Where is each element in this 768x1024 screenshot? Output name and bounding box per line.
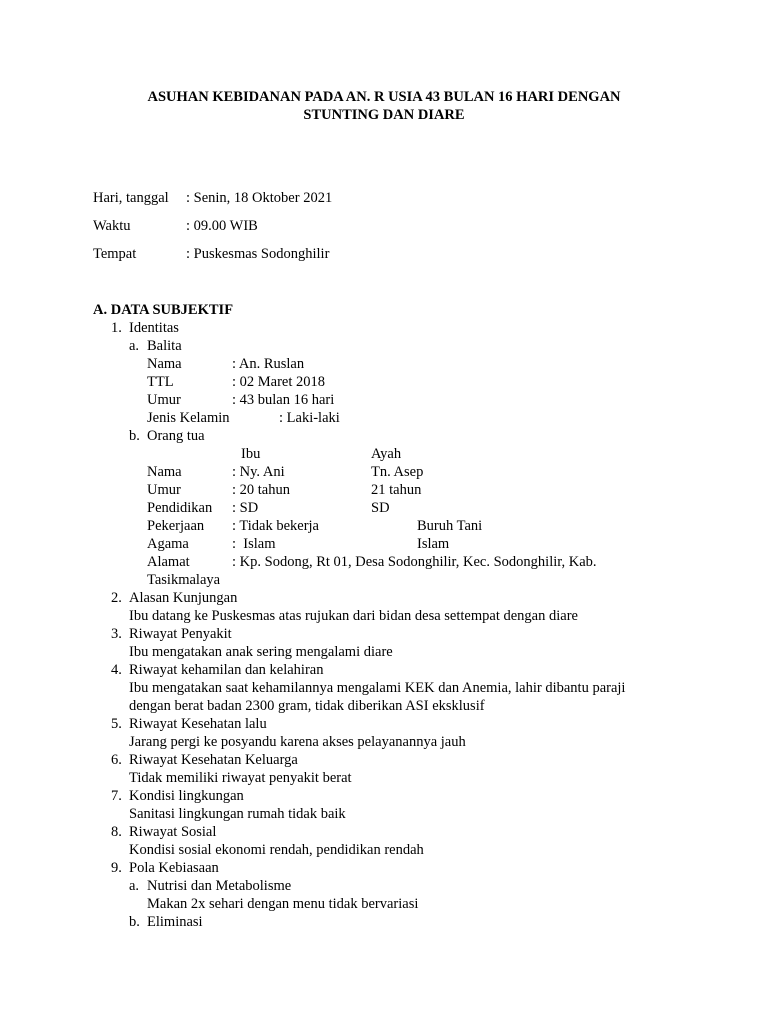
- document-title: [0, 88, 768, 124]
- list-number: 2.: [111, 590, 122, 606]
- sub-title-eliminasi: Eliminasi: [147, 914, 203, 930]
- item-title-kondisi-lingkungan: Kondisi lingkungan: [129, 788, 244, 804]
- balita-label-nama: Nama: [147, 356, 182, 372]
- parent-label-nama: Nama: [147, 464, 182, 480]
- sub-letter: a.: [129, 338, 140, 354]
- balita-value-ttl: : 02 Maret 2018: [232, 374, 326, 390]
- item-text-riwayat-sosial: Kondisi sosial ekonomi rendah, pendidikan rendah: [129, 842, 424, 858]
- sub-title-balita: Balita: [147, 338, 182, 354]
- item-text-riwayat-kehamilan-line-1: Ibu mengatakan saat kehamilannya mengalami KEK dan Anemia, lahir dibantu paraji: [129, 680, 626, 696]
- parent-value-alamat-line-1: : Kp. Sodong, Rt 01, Desa Sodonghilir, Kec. Sodonghilir, Kab.: [232, 554, 597, 570]
- header-value-hari: : Senin, 18 Oktober 2021: [186, 190, 333, 206]
- item-title-riwayat-kehamilan: Riwayat kehamilan dan kelahiran: [129, 662, 324, 678]
- parent-label-umur: Umur: [147, 482, 181, 498]
- sub-text-nutrisi: Makan 2x sehari dengan menu tidak bervariasi: [147, 896, 419, 912]
- header-label-waktu: Waktu: [93, 218, 131, 234]
- sub-title-nutrisi: Nutrisi dan Metabolisme: [147, 878, 292, 894]
- item-title-riwayat-penyakit: Riwayat Penyakit: [129, 626, 232, 642]
- ibu-value-pekerjaan: : Tidak bekerja: [232, 518, 319, 534]
- header-label-tempat: Tempat: [93, 246, 137, 262]
- list-number: 1.: [111, 320, 122, 336]
- parent-label-pekerjaan: Pekerjaan: [147, 518, 205, 534]
- ayah-value-agama: Islam: [417, 536, 450, 552]
- item-title-riwayat-kesehatan-keluarga: Riwayat Kesehatan Keluarga: [129, 752, 298, 768]
- ibu-value-nama: : Ny. Ani: [232, 464, 285, 480]
- ayah-value-pendidikan: SD: [371, 500, 390, 516]
- list-number: 9.: [111, 860, 122, 876]
- item-title-identitas: Identitas: [129, 320, 179, 336]
- sub-letter: b.: [129, 914, 140, 930]
- item-title-alasan-kunjungan: Alasan Kunjungan: [129, 590, 238, 606]
- ayah-value-umur: 21 tahun: [371, 482, 422, 498]
- balita-label-ttl: TTL: [147, 374, 174, 390]
- parent-label-pendidikan: Pendidikan: [147, 500, 213, 516]
- title-line-1: ASUHAN KEBIDANAN PADA AN. R USIA 43 BULAN 16 HARI DENGAN: [147, 89, 621, 105]
- list-number: 3.: [111, 626, 122, 642]
- list-number: 8.: [111, 824, 122, 840]
- balita-value-nama: : An. Ruslan: [232, 356, 305, 372]
- item-text-alasan-kunjungan: Ibu datang ke Puskesmas atas rujukan dari bidan desa settempat dengan diare: [129, 608, 578, 624]
- header-value-waktu: : 09.00 WIB: [186, 218, 258, 234]
- section-heading-data-subjektif: A. DATA SUBJEKTIF: [93, 302, 234, 318]
- ibu-value-umur: : 20 tahun: [232, 482, 290, 498]
- sub-letter: b.: [129, 428, 140, 444]
- title-line-2: STUNTING DAN DIARE: [303, 107, 465, 123]
- item-text-riwayat-kesehatan-lalu: Jarang pergi ke posyandu karena akses pelayanannya jauh: [129, 734, 466, 750]
- ibu-value-pendidikan: : SD: [232, 500, 259, 516]
- item-text-riwayat-kehamilan-line-2: dengan berat badan 2300 gram, tidak diberikan ASI eksklusif: [129, 698, 485, 714]
- column-header-ayah: Ayah: [371, 446, 402, 462]
- header-value-tempat: : Puskesmas Sodonghilir: [186, 246, 330, 262]
- balita-label-umur: Umur: [147, 392, 181, 408]
- list-number: 7.: [111, 788, 122, 804]
- column-header-ibu: Ibu: [241, 446, 261, 462]
- ibu-value-agama: : Islam: [232, 536, 276, 552]
- item-title-pola-kebiasaan: Pola Kebiasaan: [129, 860, 219, 876]
- sub-title-orang-tua: Orang tua: [147, 428, 205, 444]
- parent-label-agama: Agama: [147, 536, 189, 552]
- ayah-value-pekerjaan: Buruh Tani: [417, 518, 483, 534]
- list-number: 4.: [111, 662, 122, 678]
- list-number: 5.: [111, 716, 122, 732]
- item-text-riwayat-penyakit: Ibu mengatakan anak sering mengalami diare: [129, 644, 393, 660]
- parent-value-alamat-line-2: Tasikmalaya: [147, 572, 221, 588]
- item-title-riwayat-kesehatan-lalu: Riwayat Kesehatan lalu: [129, 716, 267, 732]
- item-title-riwayat-sosial: Riwayat Sosial: [129, 824, 217, 840]
- balita-label-jenis-kelamin: Jenis Kelamin: [147, 410, 230, 426]
- ayah-value-nama: Tn. Asep: [371, 464, 424, 480]
- list-number: 6.: [111, 752, 122, 768]
- balita-value-umur: : 43 bulan 16 hari: [232, 392, 335, 408]
- item-text-kondisi-lingkungan: Sanitasi lingkungan rumah tidak baik: [129, 806, 346, 822]
- item-text-riwayat-kesehatan-keluarga: Tidak memiliki riwayat penyakit berat: [129, 770, 352, 786]
- parent-label-alamat: Alamat: [147, 554, 190, 570]
- balita-value-jenis-kelamin: : Laki-laki: [279, 410, 340, 426]
- sub-letter: a.: [129, 878, 140, 894]
- header-label-hari: Hari, tanggal: [93, 190, 169, 206]
